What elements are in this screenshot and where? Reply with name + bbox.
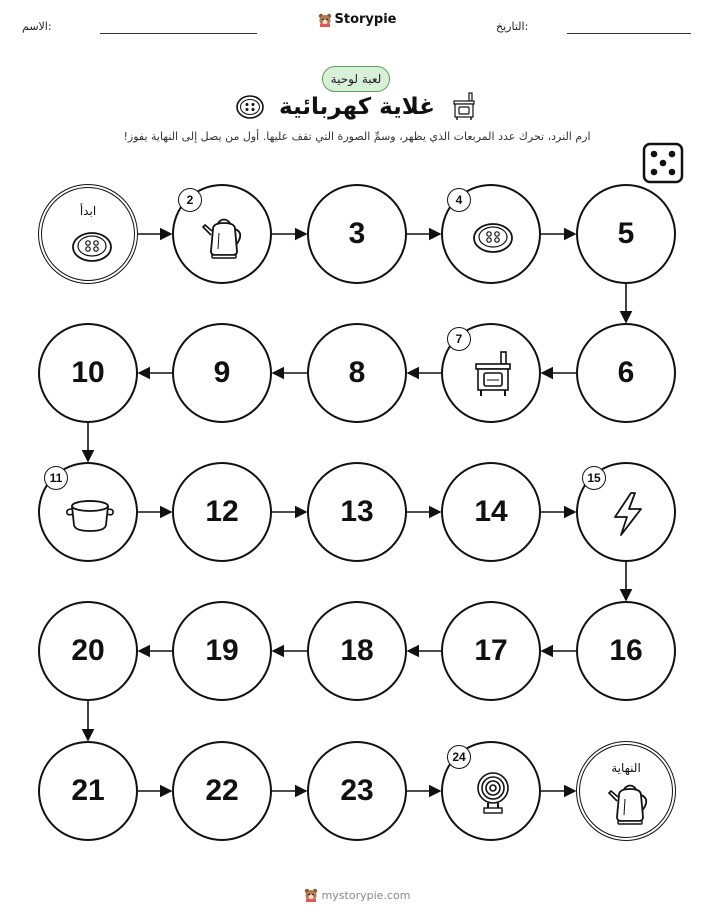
start-label: ابدأ [79, 204, 97, 218]
space-number-badge: 11 [44, 466, 68, 490]
start-space [38, 184, 138, 284]
heating-coil-icon [468, 768, 518, 818]
space-number: 9 [213, 356, 231, 389]
space-number-badge: 24 [447, 745, 471, 769]
board-space-2 [172, 184, 272, 284]
space-number-badge: 7 [447, 327, 471, 351]
space-number: 23 [340, 774, 374, 807]
space-number: 5 [617, 217, 635, 250]
space-number: 10 [71, 356, 105, 389]
footer [0, 888, 714, 905]
kettle-icon [605, 777, 655, 827]
board-space-17 [441, 601, 541, 701]
stove-icon [468, 350, 518, 400]
lightning-icon [603, 489, 653, 539]
bear-logo-icon [304, 888, 318, 902]
space-number: 20 [71, 634, 105, 667]
board-space-18 [307, 601, 407, 701]
space-number: 13 [340, 495, 374, 528]
date-label: التاريخ: [496, 20, 529, 33]
space-number: 6 [617, 356, 635, 389]
brand-name: Storypie [334, 12, 397, 27]
board-space-20 [38, 601, 138, 701]
board-space-6 [576, 323, 676, 423]
board-space-13 [307, 462, 407, 562]
finish-label: النهاية [611, 761, 641, 775]
board-space-19 [172, 601, 272, 701]
space-number: 8 [348, 356, 366, 389]
space-number-badge: 15 [582, 466, 606, 490]
button-icon [67, 220, 117, 270]
space-number: 14 [474, 495, 508, 528]
board-space-4 [441, 184, 541, 284]
space-number: 18 [340, 634, 374, 667]
board-space-24 [441, 741, 541, 841]
board-space-21 [38, 741, 138, 841]
footer-url: mystorypie.com [321, 888, 411, 902]
space-number-badge: 4 [447, 188, 471, 212]
board-space-7 [441, 323, 541, 423]
space-number: 12 [205, 495, 239, 528]
board-space-9 [172, 323, 272, 423]
instructions: ارم النرد، تحرك عدد المربعات الذي يظهر، وسمِّ الصورة التي تقف عليها. أول من يصل إلى النهاية يفوز! [123, 130, 591, 143]
board-space-5 [576, 184, 676, 284]
space-number: 22 [205, 774, 239, 807]
game-type-badge: لعبة لوحية [322, 66, 390, 92]
space-number: 3 [348, 217, 366, 250]
button-icon [468, 211, 518, 261]
board-space-22 [172, 741, 272, 841]
space-number: 17 [474, 634, 508, 667]
board-space-14 [441, 462, 541, 562]
space-number: 19 [205, 634, 239, 667]
board-space-23 [307, 741, 407, 841]
pot-icon [65, 489, 115, 539]
kettle-icon [199, 211, 249, 261]
board-space-10 [38, 323, 138, 423]
name-label: الاسم: [22, 20, 52, 33]
board-space-16 [576, 601, 676, 701]
space-number-badge: 2 [178, 188, 202, 212]
finish-space [576, 741, 676, 841]
space-number: 16 [609, 634, 643, 667]
board-space-11 [38, 462, 138, 562]
space-number: 21 [71, 774, 105, 807]
board-space-12 [172, 462, 272, 562]
board-space-8 [307, 323, 407, 423]
board-space-15 [576, 462, 676, 562]
page-title: غلاية كهربائية [279, 94, 435, 120]
board-space-3 [307, 184, 407, 284]
